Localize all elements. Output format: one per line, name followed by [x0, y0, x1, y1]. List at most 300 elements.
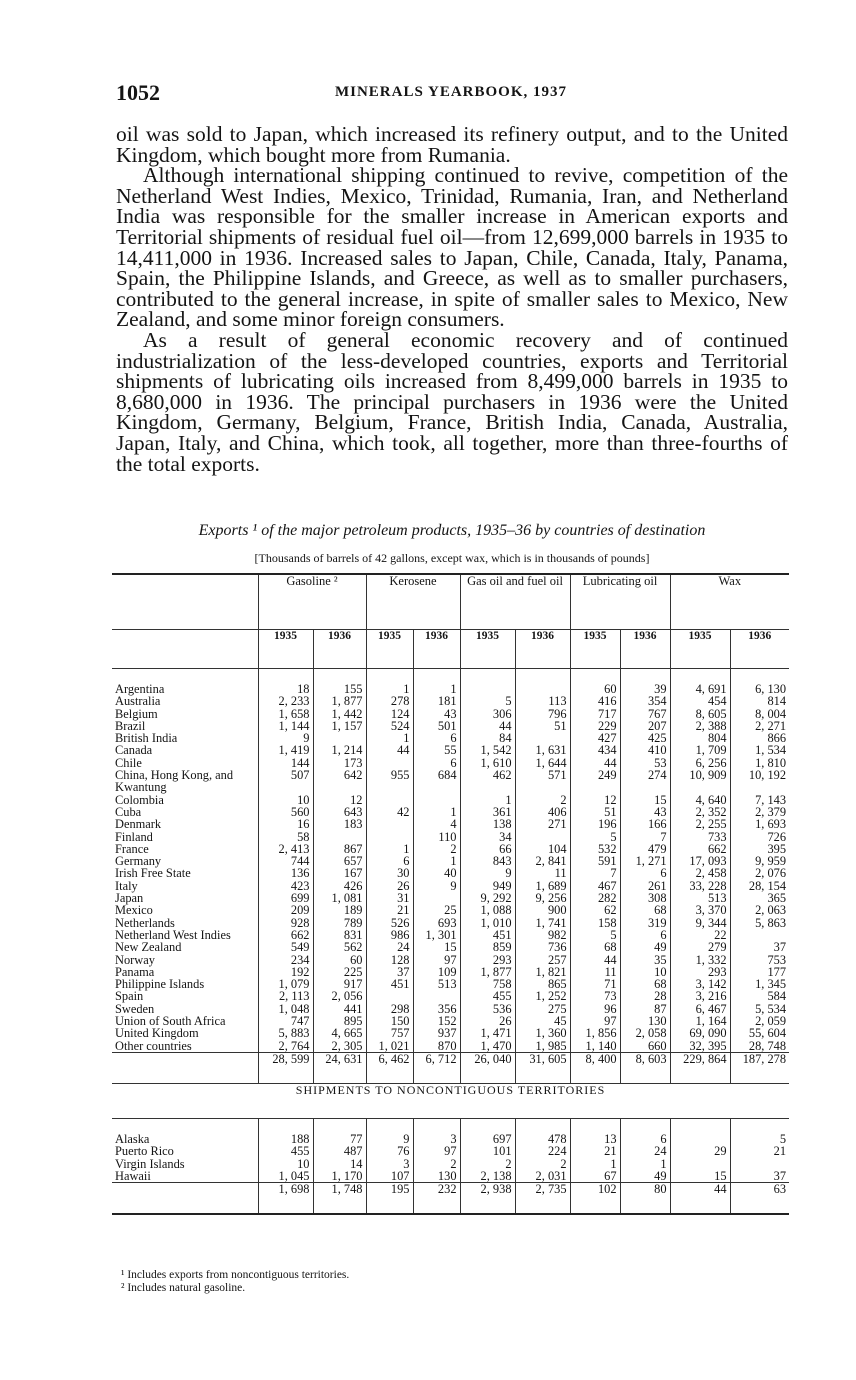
table-cell: 229 [570, 720, 620, 732]
table-cell: 34 [460, 831, 515, 843]
spacer-cell [313, 669, 366, 684]
table-cell: 1, 332 [670, 954, 730, 966]
country-label: Other countries [115, 1038, 192, 1053]
country-label: Alaska [115, 1131, 150, 1146]
table-cell: 928 [258, 917, 313, 929]
table-cell: 4, 665 [313, 1027, 366, 1039]
table-cell: 274 [620, 769, 670, 794]
table-cell: 76 [366, 1145, 413, 1157]
total-cell: 102 [570, 1183, 620, 1215]
total-cell: 195 [366, 1183, 413, 1215]
table-cell: 234 [258, 954, 313, 966]
country-label: Brazil [115, 718, 146, 733]
table-cell: 152 [413, 1015, 460, 1027]
table-cell: 293 [460, 954, 515, 966]
table-cell: 1, 164 [670, 1015, 730, 1027]
spacer-cell [730, 1118, 789, 1133]
table-cell: 6 [413, 757, 460, 769]
table-row [112, 880, 789, 892]
spacer-cell [413, 1118, 460, 1133]
header-blank [112, 574, 258, 630]
table-cell: 207 [620, 720, 670, 732]
table-cell: 9 [413, 880, 460, 892]
table-cell: 1 [366, 683, 413, 695]
table-cell: 2, 076 [730, 867, 789, 879]
table-cell: 298 [366, 1003, 413, 1015]
column-group-header: Wax [670, 574, 789, 630]
country-label: France [115, 841, 149, 856]
table-cell: 12 [570, 794, 620, 806]
table-cell: 524 [366, 720, 413, 732]
table-cell: 467 [570, 880, 620, 892]
table-cell: 1, 693 [730, 818, 789, 830]
paragraph: As a result of general economic recovery and of continued industrialization of the less-developed countries, exports and Territorial shipments of lubricating oils increased from 8,499,000 barrels in 1935 to 8,680,000 in 1936. The principal purchasers in 1936 were the United Kingdom, Germany, Belgium, France, British India, Canada, Australia, Japan, Italy, and China, which took, all together, more than three-fourths of the total exports. [116, 327, 788, 476]
table-cell: 425 [620, 732, 670, 744]
table-cell: 196 [570, 818, 620, 830]
footnotes [121, 1269, 349, 1294]
table-row [112, 978, 789, 990]
table-cell: 282 [570, 892, 620, 904]
table-cell: 1, 157 [313, 720, 366, 732]
table-cell: 150 [366, 1015, 413, 1027]
table-cell: 2, 113 [258, 990, 313, 1002]
table-cell: 14 [313, 1158, 366, 1170]
table-cell: 55 [413, 744, 460, 756]
table-cell: 5 [730, 1133, 789, 1145]
table-row [112, 769, 789, 794]
table-cell: 21 [366, 904, 413, 916]
table-cell: 32, 395 [670, 1040, 730, 1053]
table-cell: 4 [413, 818, 460, 830]
country-label: Netherland West Indies [115, 927, 231, 942]
table-cell: 107 [366, 1170, 413, 1183]
table-cell: 866 [730, 732, 789, 744]
table-cell: 549 [258, 941, 313, 953]
table-cell: 49 [620, 941, 670, 953]
table-cell: 209 [258, 904, 313, 916]
table-cell: 10 [258, 1158, 313, 1170]
body-text [116, 124, 788, 474]
table-cell: 69, 090 [670, 1027, 730, 1039]
table-cell: 1, 534 [730, 744, 789, 756]
country-label: Philippine Islands [115, 977, 205, 992]
year-header: 1935 [570, 630, 620, 669]
shipment-row [112, 1145, 789, 1157]
year-header-row [112, 630, 789, 669]
year-header: 1936 [730, 630, 789, 669]
table-cell: 986 [366, 929, 413, 941]
table-cell: 747 [258, 1015, 313, 1027]
page-header [116, 80, 786, 110]
table-cell: 1 [366, 732, 413, 744]
table-cell: 1, 542 [460, 744, 515, 756]
table-cell: 949 [460, 880, 515, 892]
table-cell: 917 [313, 978, 366, 990]
table-cell: 9 [460, 867, 515, 879]
year-header: 1935 [460, 630, 515, 669]
table-cell: 1 [413, 806, 460, 818]
country-label: Colombia [115, 792, 164, 807]
year-header: 1935 [670, 630, 730, 669]
table-cell: 513 [670, 892, 730, 904]
table-cell: 10, 909 [670, 769, 730, 794]
table-cell: 758 [460, 978, 515, 990]
table-row [112, 954, 789, 966]
country-label: China, Hong Kong, and Kwantung [115, 768, 234, 795]
country-label: British India [115, 731, 178, 746]
table-cell: 1 [570, 1158, 620, 1170]
total-cell: 24, 631 [313, 1052, 366, 1083]
table-row [112, 695, 789, 707]
table-cell: 5 [570, 831, 620, 843]
total-cell: 6, 712 [413, 1052, 460, 1083]
table-cell: 2, 271 [730, 720, 789, 732]
table-cell: 68 [620, 978, 670, 990]
table-cell [413, 990, 460, 1002]
table-cell: 895 [313, 1015, 366, 1027]
spacer-cell [570, 1118, 620, 1133]
table-cell: 183 [313, 818, 366, 830]
table-cell: 5 [570, 929, 620, 941]
table-cell: 37 [366, 966, 413, 978]
spacer-cell [413, 669, 460, 684]
total-cell: 1, 748 [313, 1183, 366, 1215]
header-blank [112, 630, 258, 669]
table-cell [366, 990, 413, 1002]
table-cell: 45 [515, 1015, 570, 1027]
table-cell: 51 [570, 806, 620, 818]
table-row [112, 818, 789, 830]
table-cell: 6 [620, 867, 670, 879]
table-cell: 660 [620, 1040, 670, 1053]
table-note: [Thousands of barrels of 42 gallons, except wax, which is in thousands of pounds] [254, 551, 650, 565]
table-cell: 843 [460, 855, 515, 867]
table-cell: 1, 810 [730, 757, 789, 769]
table-cell: 9, 959 [730, 855, 789, 867]
total-cell: 8, 603 [620, 1052, 670, 1083]
table-cell [730, 1158, 789, 1170]
country-label: Australia [115, 694, 161, 709]
table-cell: 507 [258, 769, 313, 794]
table-cell: 60 [313, 954, 366, 966]
table-cell: 28 [620, 990, 670, 1002]
table-cell: 2 [515, 794, 570, 806]
table-cell: 526 [366, 917, 413, 929]
table-cell: 261 [620, 880, 670, 892]
table-cell: 717 [570, 708, 620, 720]
table-cell: 11 [515, 867, 570, 879]
table-cell [313, 831, 366, 843]
table-cell: 643 [313, 806, 366, 818]
table-cell: 1 [460, 794, 515, 806]
table-cell: 225 [313, 966, 366, 978]
total-cell: 232 [413, 1183, 460, 1215]
table-cell: 9, 344 [670, 917, 730, 929]
table-cell: 77 [313, 1133, 366, 1145]
country-label: Finland [115, 829, 153, 844]
table-cell: 2, 388 [670, 720, 730, 732]
table-cell: 144 [258, 757, 313, 769]
spacer-row [112, 1118, 789, 1133]
table-cell: 49 [620, 1170, 670, 1183]
table-cell: 406 [515, 806, 570, 818]
year-header: 1936 [515, 630, 570, 669]
total-cell: 44 [670, 1183, 730, 1215]
table-cell: 699 [258, 892, 313, 904]
table-cell: 71 [570, 978, 620, 990]
table-cell: 24 [366, 941, 413, 953]
table-cell: 479 [620, 843, 670, 855]
table-cell: 657 [313, 855, 366, 867]
table-cell: 937 [413, 1027, 460, 1039]
country-label: Netherlands [115, 915, 175, 930]
year-header: 1935 [258, 630, 313, 669]
table-cell: 451 [460, 929, 515, 941]
table-row [112, 867, 789, 879]
table-cell: 2, 764 [258, 1040, 313, 1053]
total-cell: 229, 864 [670, 1052, 730, 1083]
table-cell: 395 [730, 843, 789, 855]
table-cell: 18 [258, 683, 313, 695]
table-cell: 10 [620, 966, 670, 978]
table-cell: 1 [413, 683, 460, 695]
spacer-cell [258, 1118, 313, 1133]
table-cell: 6 [620, 929, 670, 941]
table-cell: 1, 360 [515, 1027, 570, 1039]
table-cell: 9 [258, 732, 313, 744]
spacer-cell [112, 669, 258, 684]
table-cell: 501 [413, 720, 460, 732]
table-cell: 278 [366, 695, 413, 707]
table-cell: 43 [620, 806, 670, 818]
table-cell: 744 [258, 855, 313, 867]
table-cell: 454 [670, 695, 730, 707]
table-cell: 2, 379 [730, 806, 789, 818]
table-cell: 354 [620, 695, 670, 707]
table-cell: 37 [730, 1170, 789, 1183]
table-cell: 130 [620, 1015, 670, 1027]
table-cell: 39 [620, 683, 670, 695]
table-cell: 42 [366, 806, 413, 818]
table-cell: 697 [460, 1133, 515, 1145]
table-cell: 426 [313, 880, 366, 892]
footnote: ¹ Includes exports from noncontiguous territories. [121, 1269, 350, 1281]
table-cell: 767 [620, 708, 670, 720]
table-cell: 44 [460, 720, 515, 732]
table-cell: 68 [570, 941, 620, 953]
total-cell: 1, 698 [258, 1183, 313, 1215]
table-cell: 28, 154 [730, 880, 789, 892]
table-cell: 166 [620, 818, 670, 830]
table-cell: 5, 534 [730, 1003, 789, 1015]
table-cell: 441 [313, 1003, 366, 1015]
table-cell: 1, 345 [730, 978, 789, 990]
table-cell: 462 [460, 769, 515, 794]
table-cell: 37 [730, 941, 789, 953]
table-cell: 43 [413, 708, 460, 720]
page-number: 1052 [116, 80, 160, 105]
table-cell: 97 [570, 1015, 620, 1027]
table-cell: 5, 883 [258, 1027, 313, 1039]
table-cell: 26 [366, 880, 413, 892]
table-cell: 6 [413, 732, 460, 744]
table-cell: 859 [460, 941, 515, 953]
table-cell: 109 [413, 966, 460, 978]
country-label: Hawaii [115, 1168, 151, 1183]
total-cell: 28, 599 [258, 1052, 313, 1083]
table-cell: 1, 010 [460, 917, 515, 929]
column-group-header: Gas oil and fuel oil [460, 574, 570, 630]
spacer-cell [670, 1118, 730, 1133]
country-label: Mexico [115, 903, 153, 918]
table-cell: 1, 877 [313, 695, 366, 707]
country-label: Italy [115, 878, 138, 893]
table-cell: 1, 079 [258, 978, 313, 990]
table-row [112, 941, 789, 953]
table-cell: 96 [570, 1003, 620, 1015]
table-cell: 24 [620, 1145, 670, 1157]
table-cell: 365 [730, 892, 789, 904]
table-cell: 44 [570, 757, 620, 769]
spacer-cell [670, 669, 730, 684]
table-cell: 257 [515, 954, 570, 966]
table-cell: 434 [570, 744, 620, 756]
table-cell: 6 [620, 1133, 670, 1145]
spacer-cell [620, 669, 670, 684]
table-cell: 693 [413, 917, 460, 929]
table-cell: 15 [670, 1170, 730, 1183]
country-label: New Zealand [115, 940, 182, 955]
country-label: Panama [115, 964, 155, 979]
table-cell: 2, 841 [515, 855, 570, 867]
table-row [112, 831, 789, 843]
table-cell: 1, 471 [460, 1027, 515, 1039]
column-group-header: Gasoline ² [258, 574, 366, 630]
table-cell: 8, 004 [730, 708, 789, 720]
paragraph: oil was sold to Japan, which increased its refinery output, and to the United Kingdom, which bought more from Rumania. [116, 122, 788, 167]
table-cell: 17, 093 [670, 855, 730, 867]
country-label: Germany [115, 854, 162, 869]
table-cell: 1, 689 [515, 880, 570, 892]
country-label: Sweden [115, 1001, 155, 1016]
table-cell: 275 [515, 1003, 570, 1015]
table-cell: 177 [730, 966, 789, 978]
table-cell [670, 1158, 730, 1170]
country-label: Belgium [115, 706, 158, 721]
table-cell: 451 [366, 978, 413, 990]
total-cell: 187, 278 [730, 1052, 789, 1083]
table-cell: 128 [366, 954, 413, 966]
table-cell: 513 [413, 978, 460, 990]
table-cell: 9 [366, 1133, 413, 1145]
table-header-row [112, 574, 789, 630]
table-cell: 167 [313, 867, 366, 879]
table-cell: 3, 142 [670, 978, 730, 990]
table-cell: 6, 467 [670, 1003, 730, 1015]
table-cell: 1, 856 [570, 1027, 620, 1039]
table-cell: 10, 192 [730, 769, 789, 794]
table-cell: 319 [620, 917, 670, 929]
table-cell: 1, 985 [515, 1040, 570, 1053]
country-label: Argentina [115, 682, 165, 696]
shipment-totals-row [112, 1183, 789, 1215]
table-cell: 2, 063 [730, 904, 789, 916]
table-cell: 12 [313, 794, 366, 806]
table-cell: 25 [413, 904, 460, 916]
spacer-cell [570, 669, 620, 684]
table-cell: 1, 214 [313, 744, 366, 756]
table-cell: 224 [515, 1145, 570, 1157]
table-cell: 361 [460, 806, 515, 818]
table-row [112, 990, 789, 1002]
table-cell: 4, 691 [670, 683, 730, 695]
table-cell: 789 [313, 917, 366, 929]
table-cell: 2, 305 [313, 1040, 366, 1053]
table-cell: 1, 021 [366, 1040, 413, 1053]
table-cell: 591 [570, 855, 620, 867]
table-cell: 662 [670, 843, 730, 855]
table-cell: 870 [413, 1040, 460, 1053]
year-header: 1936 [313, 630, 366, 669]
table-cell: 181 [413, 695, 460, 707]
table-cell: 67 [570, 1170, 620, 1183]
table-cell: 1, 170 [313, 1170, 366, 1183]
table-cell: 40 [413, 867, 460, 879]
table-cell [515, 831, 570, 843]
country-label: Cuba [115, 804, 142, 819]
country-label: Japan [115, 891, 144, 906]
table-cell: 726 [730, 831, 789, 843]
paragraph: Although international shipping continued to revive, competition of the Netherland West Indies, Mexico, Trinidad, Rumania, Iran, and Netherland India was responsible for the smaller increase in American exports and Territorial shipments of residual fuel oil—from 12,699,000 barrels in 1935 to 14,411,000 in 1936. Increased sales to Japan, Chile, Canada, Italy, Panama, Spain, the Philippine Islands, and Greece, as well as to smaller purchasers, contributed to the general increase, in spite of smaller sales to Mexico, New Zealand, and some minor foreign consumers. [116, 163, 788, 332]
table-cell: 21 [730, 1145, 789, 1157]
table-cell: 3, 370 [670, 904, 730, 916]
table-cell: 416 [570, 695, 620, 707]
table-cell: 84 [460, 732, 515, 744]
country-label: Denmark [115, 817, 162, 832]
table-cell: 2, 056 [313, 990, 366, 1002]
table-cell: 188 [258, 1133, 313, 1145]
table-title: Exports ¹ of the major petroleum products, 1935–36 by countries of destination [198, 522, 706, 539]
country-label: United Kingdom [115, 1026, 199, 1041]
spacer-cell [620, 1118, 670, 1133]
table-row [112, 744, 789, 756]
table-cell: 1, 271 [620, 855, 670, 867]
table-cell: 684 [413, 769, 460, 794]
table-cell: 97 [413, 1145, 460, 1157]
country-label: Union of South Africa [115, 1014, 226, 1029]
table-cell: 62 [570, 904, 620, 916]
totals-label [112, 1183, 258, 1215]
table-cell: 104 [515, 843, 570, 855]
table-cell: 9, 256 [515, 892, 570, 904]
total-cell: 63 [730, 1183, 789, 1215]
table-cell: 2 [515, 1158, 570, 1170]
table-cell: 562 [313, 941, 366, 953]
table-cell: 22 [670, 929, 730, 941]
table-cell: 1, 301 [413, 929, 460, 941]
table-cell: 11 [570, 966, 620, 978]
table-cell: 1 [413, 855, 460, 867]
table-cell: 249 [570, 769, 620, 794]
table-cell: 2, 058 [620, 1027, 670, 1039]
table-cell: 1, 631 [515, 744, 570, 756]
table-cell: 6, 130 [730, 683, 789, 695]
table-cell: 2, 352 [670, 806, 730, 818]
table-cell: 1, 045 [258, 1170, 313, 1183]
total-cell: 26, 040 [460, 1052, 515, 1083]
table-cell: 1, 658 [258, 708, 313, 720]
table-cell: 5 [460, 695, 515, 707]
